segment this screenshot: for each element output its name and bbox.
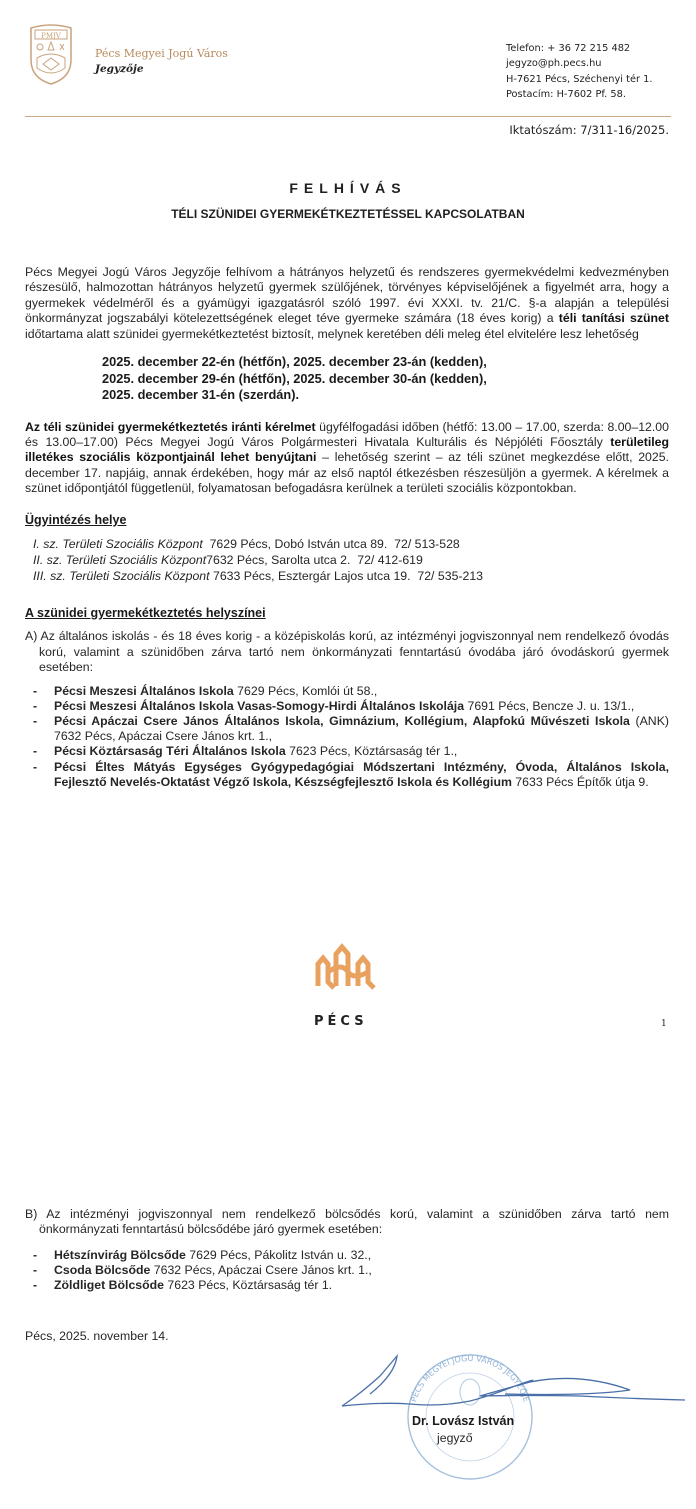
location-address: 7629 Pécs, Komlói út 58., — [233, 683, 378, 698]
office-item — [33, 568, 669, 584]
crest-text: PMJV — [41, 32, 61, 40]
location-item — [25, 760, 669, 790]
signature-icon — [340, 1350, 685, 1410]
stamp-text: PÉCS MEGYEI JOGÚ VÁROS JEGYZŐJE — [409, 1353, 531, 1404]
office-address: 7632 Pécs, Sarolta utca 2. 72/ 412-619 — [206, 552, 423, 567]
application-text: ügyfélfogadási időben (hétfő: 13.00 – 17.00, szerda: 8.00–12.00 és 13.00–17.00) Pécs Megyei Jogú Város Polgármesteri Hivatala Kulturális és Népjóléti Főosztály — [25, 419, 669, 449]
offices-heading: Ügyintézés helye — [25, 512, 127, 527]
location-item — [25, 714, 669, 744]
location-address: 7691 Pécs, Bencze J. u. 13/1., — [464, 698, 635, 713]
header-divider — [25, 116, 671, 117]
group-a-intro: A) Az általános iskolás - és 18 éves korig - a középiskolás korú, az intézményi jogviszonnyal nem rendelkező óvodás korú, valamint a szünidőben zárva tartó nem önkormányzati fenntartású óvodába járó óvodáskorú gyermek esetében: — [25, 629, 669, 675]
location-address: 7632 Pécs, Apáczai Csere János krt. 1., — [150, 1263, 372, 1278]
contact-postal: Postacím: H-7602 Pf. 58. — [506, 88, 626, 100]
location-name: Pécsi Éltes Mátyás Egységes Gyógypedagógiai Módszertani Intézmény, Óvoda, Általános Iskola, Fejlesztő Nevelés-Oktatást Végző Iskola, Készségfejlesztő Iskola és Kollégium — [54, 759, 669, 789]
bullet: - — [33, 759, 38, 774]
bullet: - — [33, 1278, 38, 1293]
document-body-page-2 — [25, 1207, 669, 1293]
application-bold-2: területileg illetékes szociális központjainál lehet benyújtani — [25, 434, 669, 465]
contact-block — [506, 41, 652, 102]
location-name: Pécsi Meszesi Általános Iskola Vasas-Somogy-Hirdi Általános Iskolája — [54, 698, 465, 713]
bullet: - — [33, 1263, 38, 1278]
dates-list — [102, 354, 669, 404]
office-item — [33, 536, 669, 552]
pecs-logo-text: PÉCS — [314, 1014, 368, 1029]
office-address: 7629 Pécs, Dobó István utca 89. 72/ 513-528 — [202, 536, 460, 551]
location-name: Hétszínvirág Bölcsőde — [54, 1247, 186, 1262]
contact-address: H-7621 Pécs, Széchenyi tér 1. — [506, 73, 653, 85]
group-a-list — [25, 684, 669, 790]
location-name: Csoda Bölcsőde — [54, 1263, 151, 1278]
city-crest-icon — [27, 22, 75, 86]
location-address: 7633 Pécs Építők útja 9. — [511, 774, 649, 789]
office-address: 7633 Pécs, Esztergár Lajos utca 19. 72/ 535-213 — [209, 568, 484, 583]
location-item — [25, 1263, 669, 1278]
application-text-2: – lehetőség szerint – az téli szünet megkezdése előtt, 2025. december 17. napjáig, annak érdekében, hogy már az első naptól étkezésben részesüljön a gyermek. A kérelmek a szünet időpontjától függetlenül, folyamatosan befogadásra kerülnek a területi szociális központokban. — [25, 450, 669, 496]
office-item — [33, 552, 669, 568]
location-name: Pécsi Köztársaság Téri Általános Iskola — [54, 744, 286, 759]
application-paragraph — [25, 420, 669, 497]
location-address: 7629 Pécs, Pákolitz István u. 32., — [185, 1247, 372, 1262]
signer-block — [412, 1413, 612, 1446]
document-title: FELHÍVÁS — [289, 180, 407, 196]
location-item — [25, 1248, 669, 1263]
location-address: 7623 Pécs, Köztársaság tér 1., — [285, 744, 458, 759]
intro-bold: téli tanítási szünet — [558, 311, 669, 326]
location-name: Pécsi Apáczai Csere János Általános Iskola, Gimnázium, Kollégium, Alapfokú Művészeti Iskola — [54, 714, 630, 728]
contact-email[interactable]: jegyzo@ph.pecs.hu — [506, 58, 602, 70]
organization-subtitle: Jegyzője — [95, 63, 144, 75]
office-name: III. sz. Területi Szociális Központ — [33, 568, 210, 583]
application-bold: Az téli szünidei gyermekétkeztetés iránti kérelmet — [25, 419, 316, 434]
contact-phone: Telefon: + 36 72 215 482 — [506, 43, 631, 54]
office-list — [33, 536, 669, 584]
location-name: Zöldliget Bölcsőde — [54, 1278, 164, 1293]
location-item — [25, 1278, 669, 1293]
bullet: - — [33, 714, 38, 728]
organization-name: Pécs Megyei Jogú Város — [95, 47, 228, 60]
bullet: - — [33, 698, 38, 713]
registry-number: Iktatószám: 7/311-16/2025. — [509, 123, 669, 137]
location-name: Pécsi Meszesi Általános Iskola — [54, 683, 234, 698]
group-b-list — [25, 1248, 669, 1294]
group-b-intro: B) Az intézményi jogviszonnyal nem rendelkező bölcsődés korú, valamint a szünidőben zárva tartó nem önkormányzati fenntartású bölcsődébe járó gyermek esetében: — [25, 1207, 669, 1237]
signer-title: jegyző — [437, 1431, 473, 1445]
location-address: (ANK) 7632 Pécs, Apáczai Csere János krt. 1., — [54, 714, 669, 744]
bullet: - — [33, 1247, 38, 1262]
place-date: Pécs, 2025. november 14. — [25, 1329, 169, 1343]
date-line: 2025. december 22-én (hétfőn), 2025. december 23-án (kedden), — [102, 354, 487, 370]
bullet: - — [33, 683, 38, 698]
document-body — [25, 265, 669, 790]
office-name: I. sz. Területi Szociális Központ — [33, 536, 203, 551]
pecs-logo-icon — [312, 942, 382, 992]
date-line: 2025. december 29-én (hétfőn), 2025. december 30-án (kedden), — [102, 370, 487, 386]
document-subtitle: TÉLI SZÜNIDEI GYERMEKÉTKEZTETÉSSEL KAPCSOLATBAN — [171, 207, 525, 221]
bullet: - — [33, 744, 38, 759]
date-line: 2025. december 31-én (szerdán). — [102, 387, 300, 403]
location-item — [25, 744, 669, 759]
office-name: II. sz. Területi Szociális Központ — [33, 552, 207, 567]
signer-name: Dr. Lovász István — [412, 1414, 515, 1428]
intro-paragraph — [25, 265, 669, 342]
locations-heading: A szünidei gyermekétkeztetés helyszínei — [25, 605, 266, 620]
intro-text: Pécs Megyei Jogú Város Jegyzője felhívom a hátrányos helyzetű és rendszeres gyermekvédelmi kedvezményben részesülő, halmozottan hátrányos helyzetű gyermek szülőjének, törvényes képviselőjének a figyelmét arra, hogy a gyermekek védelméről és a gyámügyi igazgatásról szóló 1997. évi XXXI. tv. 21/C. §-a alapján a települési önkormányzat jogszabályi kötelezettségének eleget téve gyermeke számára (18 éves korig) a — [25, 265, 669, 326]
location-address: 7623 Pécs, Köztársaság tér 1. — [164, 1278, 333, 1293]
page-number: 1 — [661, 1019, 667, 1029]
location-item — [25, 684, 669, 699]
location-item — [25, 699, 669, 714]
intro-text-end: időtartama alatt szünidei gyermekétkeztetést biztosít, melynek keretében déli meleg étel elvitelére lesz lehetőség — [25, 326, 639, 341]
